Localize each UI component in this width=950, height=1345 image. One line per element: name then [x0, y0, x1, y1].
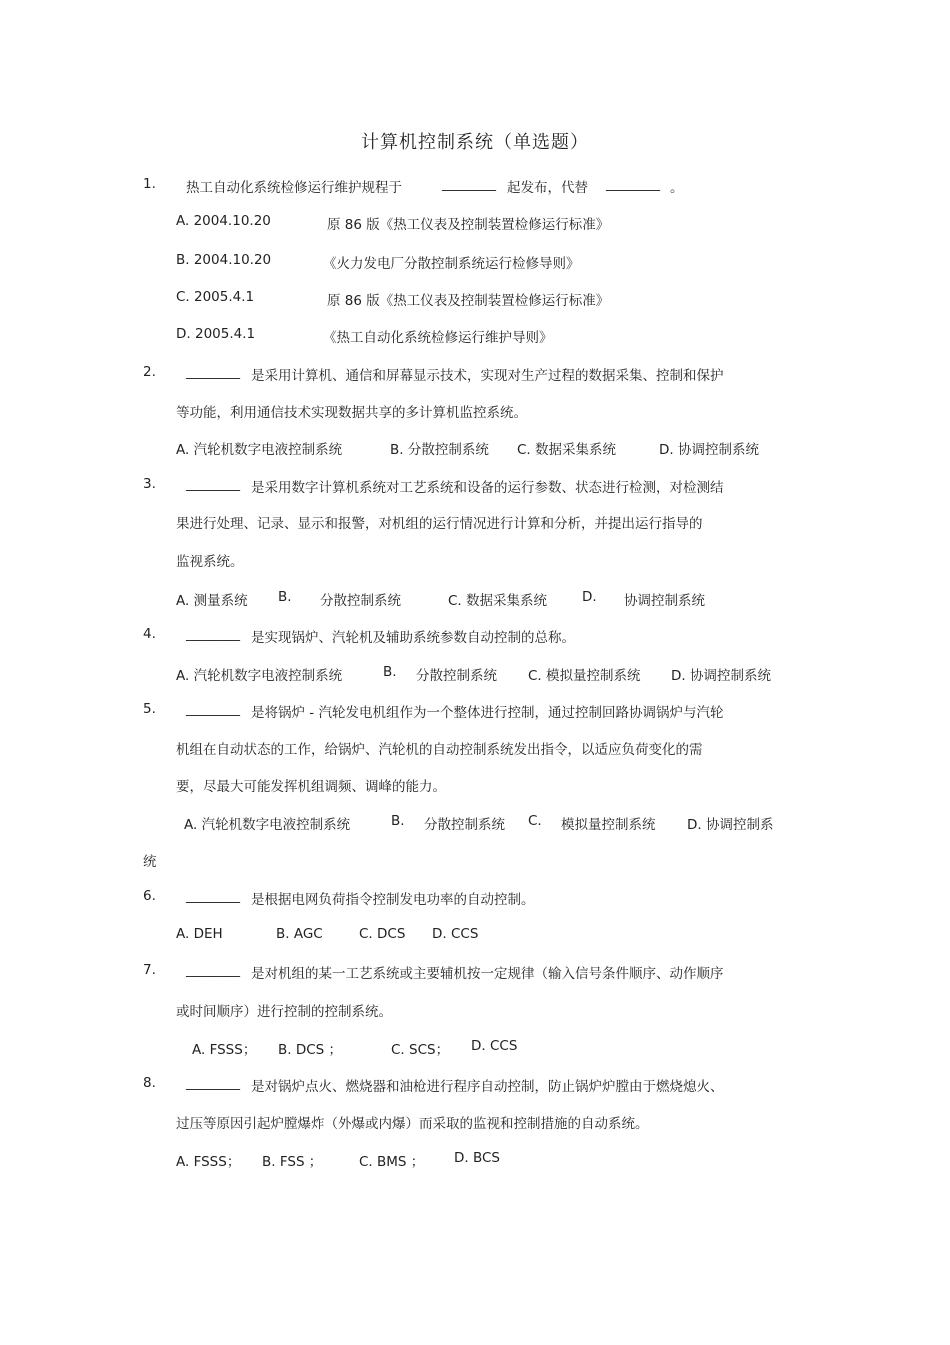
option-b: B.: [278, 589, 292, 605]
option-a: A. 汽轮机数字电液控制系统: [184, 817, 351, 833]
option-label: A. 2004.10.20: [176, 213, 271, 229]
answer-blank: ________: [186, 888, 240, 904]
question-number: 4.: [143, 626, 156, 642]
question-number: 1.: [143, 176, 156, 192]
question-text: 监视系统。: [176, 554, 244, 570]
question-text: 是实现锅炉、汽轮机及辅助系统参数自动控制的总称。: [251, 630, 575, 646]
question-text: 果进行处理、记录、显示和报警，对机组的运行情况进行计算和分析，并提出运行指导的: [176, 516, 703, 532]
answer-blank: ________: [442, 176, 496, 192]
option-d: D. 协调控制系统: [659, 442, 759, 458]
option-c: C. SCS；: [391, 1042, 450, 1058]
option-c: C.: [528, 813, 542, 829]
option-c: C. 数据采集系统: [448, 593, 548, 609]
option-b-text: 分散控制系统: [424, 817, 505, 833]
option-text: 《火力发电厂分散控制系统运行检修导则》: [323, 256, 580, 272]
option-a: A. 测量系统: [176, 593, 248, 609]
option-b: B. FSS ；: [262, 1154, 323, 1170]
option-d: D. 协调控制系统: [671, 668, 771, 684]
option-label: C. 2005.4.1: [176, 289, 255, 305]
option-text: 原 86 版《热工仪表及控制装置检修运行标准》: [327, 217, 610, 233]
option-a: A. 汽轮机数字电液控制系统: [176, 668, 343, 684]
option-b-text: 分散控制系统: [320, 593, 401, 609]
question-text: 是对锅炉点火、燃烧器和油枪进行程序自动控制，防止锅炉炉膛由于燃烧熄火、: [251, 1079, 724, 1095]
question-text: 热工自动化系统检修运行维护规程于: [186, 180, 402, 196]
option-a: A. 汽轮机数字电液控制系统: [176, 442, 343, 458]
option-d: D.: [582, 589, 597, 605]
question-text: 是采用计算机、通信和屏幕显示技术，实现对生产过程的数据采集、控制和保护: [251, 368, 724, 384]
option-d: D. 协调控制系: [687, 817, 774, 833]
option-d: D. CCS: [471, 1038, 518, 1054]
answer-blank: ________: [186, 626, 240, 642]
option-d: D. BCS: [454, 1150, 500, 1166]
option-label: B. 2004.10.20: [176, 252, 272, 268]
question-number: 3.: [143, 476, 156, 492]
question-text: 是将锅炉 - 汽轮发电机组作为一个整体进行控制，通过控制回路协调锅炉与汽轮: [251, 705, 724, 721]
answer-blank: ________: [606, 176, 660, 192]
option-d-text: 协调控制系统: [624, 593, 705, 609]
question-number: 2.: [143, 364, 156, 380]
option-a: A. FSSS；: [176, 1154, 241, 1170]
option-b: B. DCS ；: [278, 1042, 343, 1058]
option-c: C. DCS: [359, 926, 406, 942]
option-d: D. CCS: [432, 926, 479, 942]
answer-blank: ________: [186, 701, 240, 717]
question-number: 7.: [143, 962, 156, 978]
option-b-text: 分散控制系统: [416, 668, 497, 684]
option-c: C. BMS ；: [359, 1154, 425, 1170]
option-b: B.: [391, 813, 405, 829]
option-text: 《热工自动化系统检修运行维护导则》: [323, 330, 553, 346]
answer-blank: ________: [186, 962, 240, 978]
option-text: 原 86 版《热工仪表及控制装置检修运行标准》: [327, 293, 610, 309]
answer-blank: ________: [186, 1075, 240, 1091]
option-a: A. DEH: [176, 926, 223, 942]
question-number: 8.: [143, 1075, 156, 1091]
question-text: 机组在自动状态的工作，给锅炉、汽轮机的自动控制系统发出指令，以适应负荷变化的需: [176, 742, 703, 758]
page-title: 计算机控制系统（单选题）: [361, 132, 589, 153]
question-number: 5.: [143, 701, 156, 717]
option-c: C. 数据采集系统: [517, 442, 617, 458]
question-text: 是采用数字计算机系统对工艺系统和设备的运行参数、状态进行检测，对检测结: [251, 480, 724, 496]
question-text: 起发布，代替: [507, 180, 588, 196]
question-text: 是对机组的某一工艺系统或主要辅机按一定规律（输入信号条件顺序、动作顺序: [251, 966, 724, 982]
answer-blank: ________: [186, 476, 240, 492]
option-label: D. 2005.4.1: [176, 326, 256, 342]
question-text: 过压等原因引起炉膛爆炸（外爆或内爆）而采取的监视和控制措施的自动系统。: [176, 1116, 649, 1132]
option-b: B. AGC: [276, 926, 323, 942]
option-a: A. FSSS；: [192, 1042, 257, 1058]
option-c-text: 模拟量控制系统: [561, 817, 656, 833]
option-d-wrap: 统: [143, 854, 157, 870]
question-text: 等功能，利用通信技术实现数据共享的多计算机监控系统。: [176, 405, 527, 421]
question-text: 要，尽最大可能发挥机组调频、调峰的能力。: [176, 779, 446, 795]
option-c: C. 模拟量控制系统: [528, 668, 641, 684]
question-text: 或时间顺序）进行控制的控制系统。: [176, 1004, 392, 1020]
option-b: B.: [383, 664, 397, 680]
answer-blank: ________: [186, 364, 240, 380]
question-text: 是根据电网负荷指令控制发电功率的自动控制。: [251, 892, 535, 908]
question-text: 。: [670, 180, 684, 196]
option-b: B. 分散控制系统: [390, 442, 489, 458]
question-number: 6.: [143, 888, 156, 904]
